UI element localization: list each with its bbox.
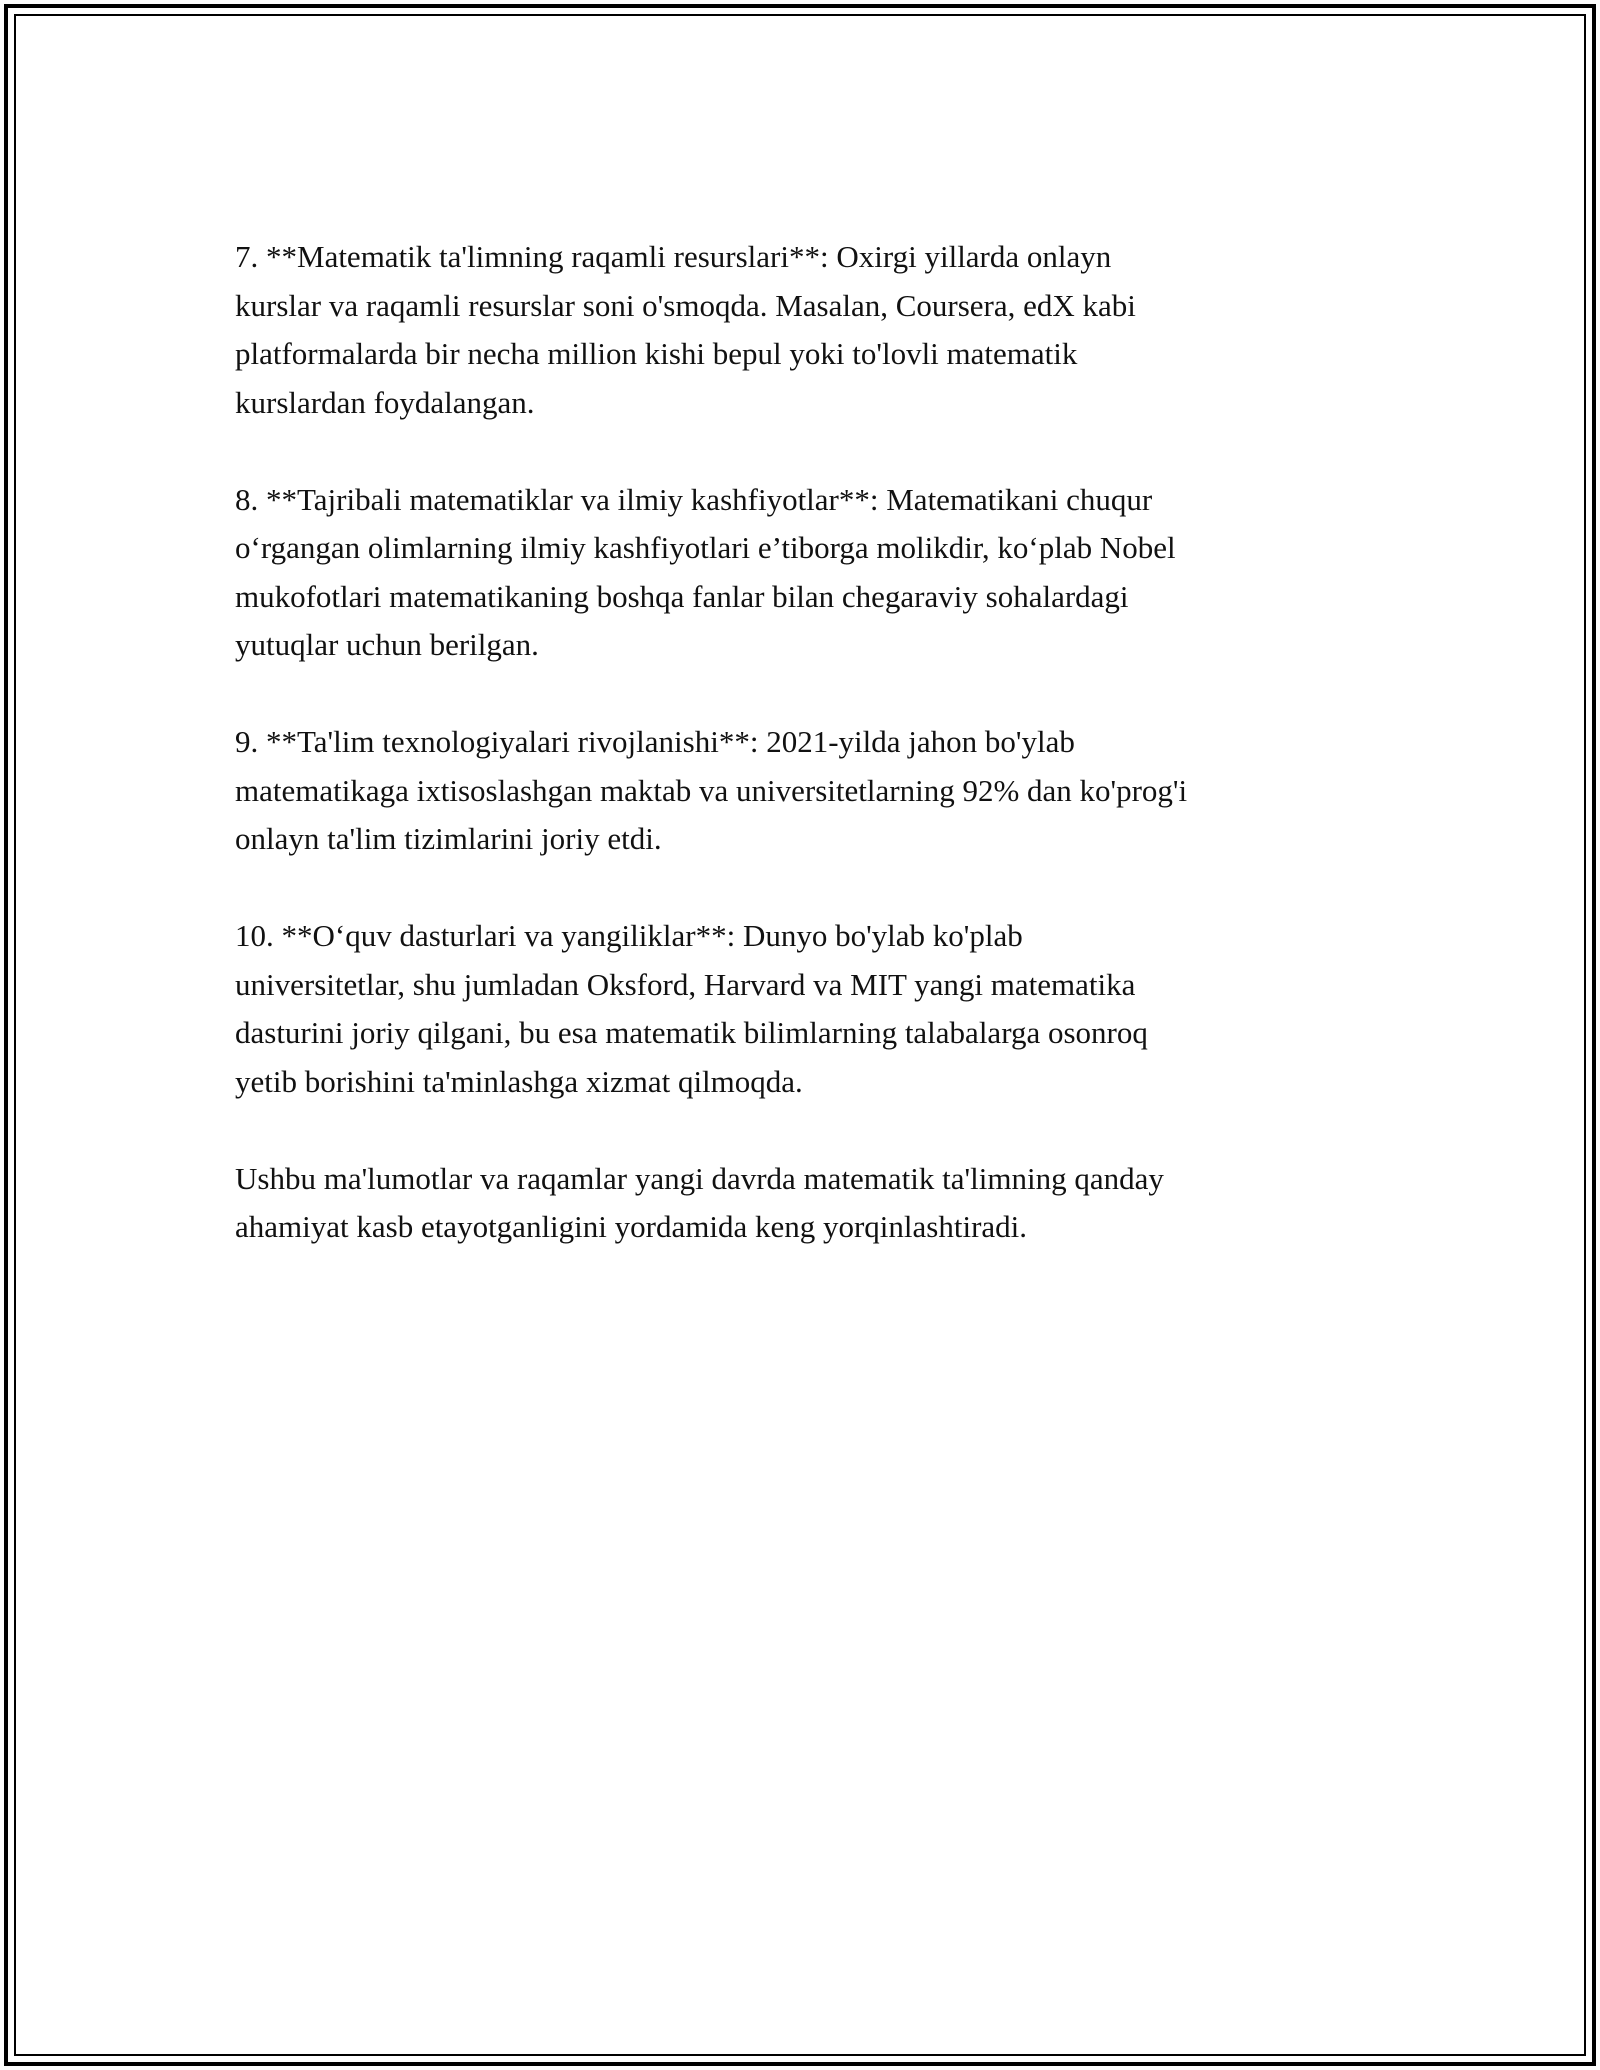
paragraph-item-10: 10. **O‘quv dasturlari va yangiliklar**: Dunyo bo'ylab ko'plab universitetlar, shu jumladan Oksford, Harvard va MIT yangi matematika dasturini joriy qilgani, bu esa matematik bilimlarning talabalarga osonroq yetib borishini ta'minlashga xizmat qilmoqda. xyxy=(235,918,1148,1099)
document-body xyxy=(235,233,1385,1300)
paragraph-item-9: 9. **Ta'lim texnologiyalari rivojlanishi**: 2021-yilda jahon bo'ylab matematikaga ixtisoslashgan maktab va universitetlarning 92% dan ko'prog'i onlayn ta'lim tizimlarini joriy etdi. xyxy=(235,724,1188,856)
paragraph-conclusion: Ushbu ma'lumotlar va raqamlar yangi davrda matematik ta'limning qanday ahamiyat kasb etayotganligini yordamida keng yorqinlashtiradi. xyxy=(235,1160,1164,1244)
paragraph-item-7: 7. **Matematik ta'limning raqamli resurslari**: Oxirgi yillarda onlayn kurslar va raqamli resurslar soni o'smoqda. Masalan, Coursera, edX kabi platformalarda bir necha million kishi bepul yoki to'lovli matematik kurslardan foydalangan. xyxy=(235,239,1136,420)
paragraph-item-8: 8. **Tajribali matematiklar va ilmiy kashfiyotlar**: Matematikani chuqur o‘rgangan olimlarning ilmiy kashfiyotlari e’tiborga molikdir, ko‘plab Nobel mukofotlari matematikaning boshqa fanlar bilan chegaraviy sohalardagi yutuqlar uchun berilgan. xyxy=(235,481,1176,662)
